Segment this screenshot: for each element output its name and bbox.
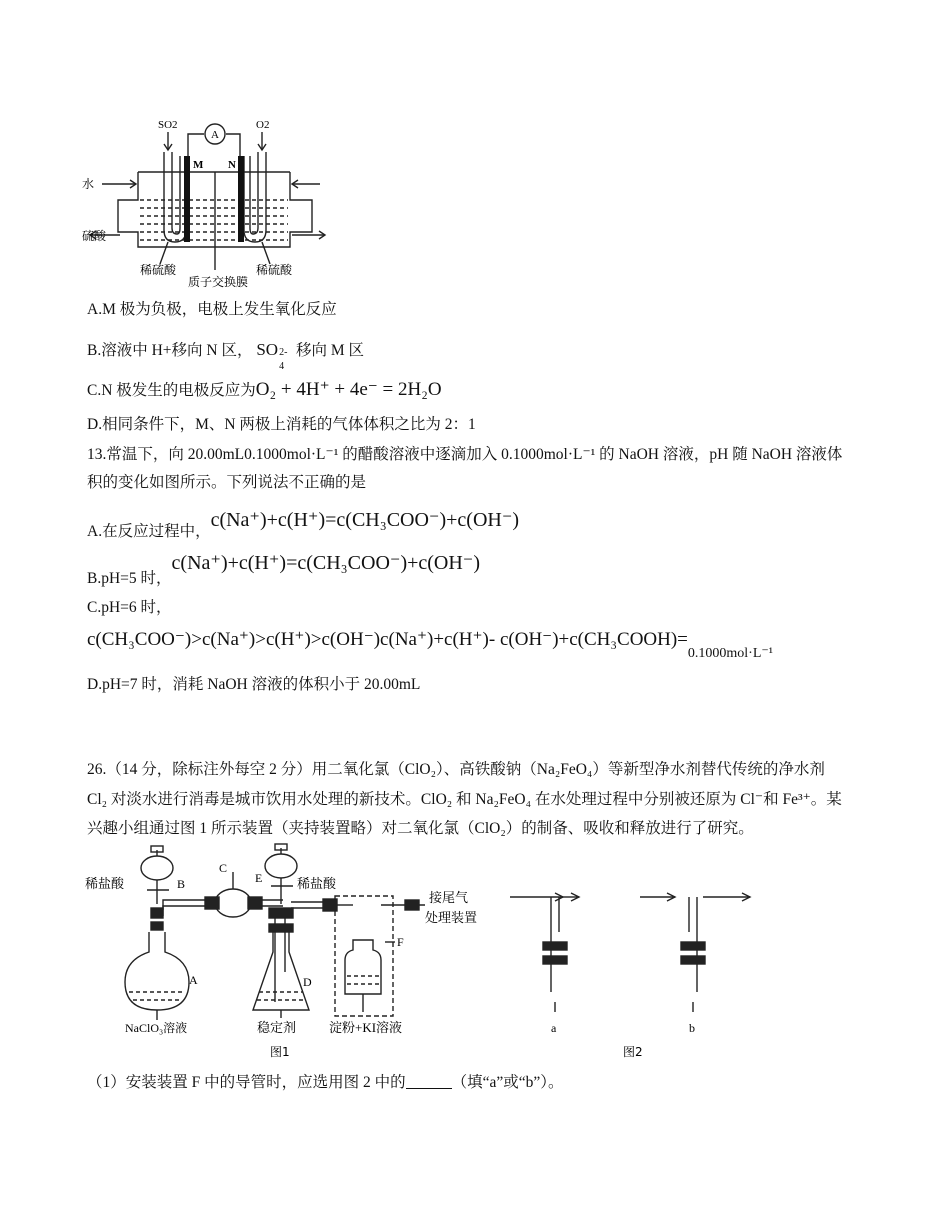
q26-line3: 兴趣小组通过图 1 所示装置（夹持装置略）对二氧化氯（ClO₂）的制备、吸收和释放进行了研究。: [87, 820, 754, 837]
naclo3-label: NaClO₃溶液: [125, 1021, 188, 1035]
tail-gas-label-1: 接尾气: [429, 891, 469, 906]
sulfate-ion: SO 2- 4: [256, 340, 288, 372]
q12-option-c: C.N 极发生的电极反应为O₂ + 4H⁺ + 4e⁻ = 2H₂O: [87, 379, 442, 400]
q13-option-d: D.pH=7 时，消耗 NaOH 溶液的体积小于 20.00mL: [87, 676, 421, 693]
ammeter-label: A: [211, 129, 219, 141]
q13-stem-line1: 13.常温下，向 20.00mL0.1000mol·L⁻¹ 的醋酸溶液中逐滴加入 0.1000mol·L⁻¹ 的 NaOH 溶液，pH 随 NaOH 溶液体: [87, 446, 843, 463]
q12-option-a: A.M 极为负极，电极上发生氧化反应: [87, 301, 337, 318]
charge-balance-a: c(Na⁺)+c(H⁺)=c(CH₃COO⁻)+c(OH⁻): [210, 509, 520, 531]
q26-line2: Cl₂ 对淡水进行消毒是城市饮用水处理的新技术。ClO₂ 和 Na₂FeO₄ 在水处理过程中分别被还原为 Cl⁻和 Fe³⁺。某: [87, 791, 842, 808]
dilute-left-label: 稀硫酸: [140, 263, 177, 277]
q13-option-c: C.pH=6 时，: [87, 599, 172, 616]
label-c: C: [219, 861, 228, 875]
electrode-m-label: M: [193, 159, 204, 171]
fig2-caption: 图2: [623, 1045, 643, 1059]
label-d: D: [303, 975, 312, 989]
o2-label: O2: [256, 119, 270, 131]
fuel-cell-figure: [80, 112, 340, 292]
water-label: 水: [82, 177, 95, 191]
charge-balance-b: c(Na⁺)+c(H⁺)=c(CH₃COO⁻)+c(OH⁻): [171, 552, 481, 574]
electrode-n-label: N: [228, 159, 236, 171]
q26-line1: 26.（14 分，除标注外每空 2 分）用二氧化氯（ClO₂）、高铁酸钠（Na₂FeO₄）等新型净水剂替代传统的净水剂: [87, 761, 825, 778]
membrane-label: 质子交换膜: [188, 275, 249, 289]
sulfuric-label: 硫酸: [82, 229, 107, 243]
q13-option-a: A.在反应过程中，c(Na⁺)+c(H⁺)=c(CH₃COO⁻)+c(OH⁻): [87, 509, 520, 540]
tail-gas-label-2: 处理装置: [425, 911, 478, 926]
so2-label: SO2: [158, 119, 178, 131]
cathode-equation: O₂ + 4H⁺ + 4e⁻ = 2H₂O: [255, 379, 442, 400]
label-e: E: [255, 871, 263, 885]
q12-option-b: B.溶液中 H+移向 N 区， SO 2- 4 移向 M 区: [87, 340, 364, 372]
stabilizer-label: 稳定剂: [257, 1021, 297, 1036]
q13-option-c-equation: c(CH₃COO⁻)>c(Na⁺)>c(H⁺)>c(OH⁻)c(Na⁺)+c(H⁺)- c(OH⁻)+c(CH₃COOH)=0.1000mol·L⁻¹: [87, 629, 773, 661]
answer-blank[interactable]: [406, 1074, 452, 1089]
fig2-label-a: a: [551, 1021, 557, 1035]
dilute-right-label: 稀硫酸: [256, 263, 293, 277]
q13-option-b: B.pH=5 时，c(Na⁺)+c(H⁺)=c(CH₃COO⁻)+c(OH⁻): [87, 552, 481, 587]
hcl-left-label: 稀盐酸: [85, 877, 125, 892]
q13-stem-line2: 积的变化如图所示。下列说法不正确的是: [87, 474, 367, 491]
fig2-label-b: b: [689, 1021, 695, 1035]
label-f: F: [397, 935, 404, 949]
q12-option-d: D.相同条件下，M、N 两极上消耗的气体体积之比为 2：1: [87, 416, 476, 433]
starch-ki-label: 淀粉+KI溶液: [329, 1020, 403, 1035]
label-a: A: [189, 973, 198, 987]
label-b: B: [177, 877, 186, 891]
q26-sub1: （1）安装装置 F 中的导管时，应选用图 2 中的 （填“a”或“b”）。: [87, 1074, 564, 1091]
hcl-right-label: 稀盐酸: [297, 877, 337, 892]
fig1-caption: 图1: [270, 1045, 290, 1059]
apparatus-figure: [85, 842, 775, 1062]
